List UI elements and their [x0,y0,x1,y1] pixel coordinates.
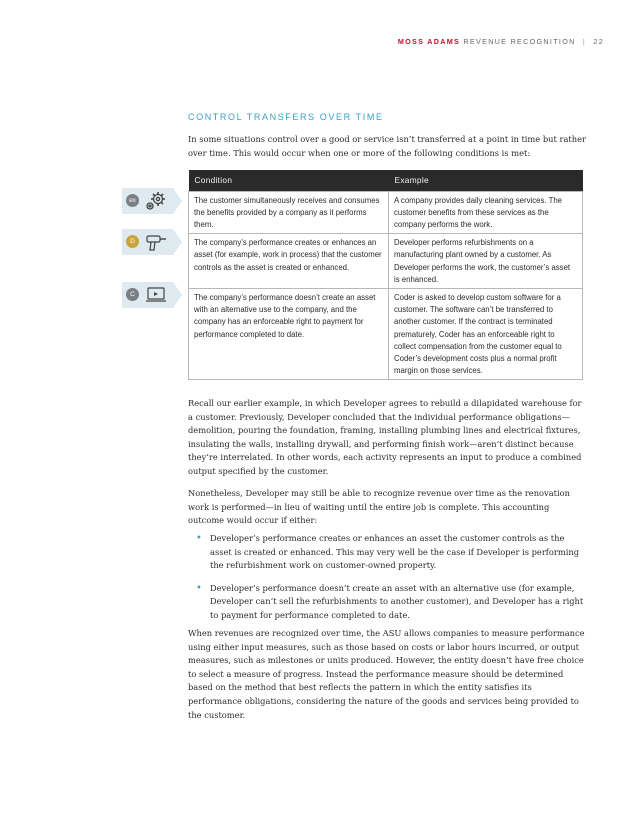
marker-d [122,229,182,255]
list-item [196,532,584,573]
bullet-text: Developer’s performance doesn’t create an asset with an alternative use (for example, Developer can’t sell the refurbishments to another customer), and Developer has a right to payment for performance completed to date. [210,582,584,620]
marker-c [122,282,182,308]
header-section: REVENUE RECOGNITION [463,37,576,46]
example-cell: Coder is asked to develop custom software for a customer. The software can’t be transferred to another customer. If the contract is terminated prematurely, Coder has an enforceable right to collect compensation from the customer equal to Coder’s development costs plus a normal profit margin on those services. [389,288,583,379]
marker-badge: C [126,288,139,301]
column-header-condition: Condition [189,170,389,191]
marker-badge: D [126,235,139,248]
recall-paragraph: Recall our earlier example, in which Developer agrees to rebuild a dilapidated warehouse for a customer. Previously, Developer concluded that the individual performance obligations—demolition, pouring the foundation, framing, installing plumbing lines and electrical fixtures, insulating the walls, installing drywall, and performing finish work—aren’t distinct because they’re interrelated. In other words, each activity represents an input to produce a combined output specified by the customer. [188,398,582,476]
header-separator: | [582,37,587,46]
brand-name: MOSS ADAMS [397,37,461,46]
table-row [189,234,583,289]
conditions-table [188,170,583,380]
table-row [189,191,583,234]
condition-cell: The company’s performance doesn’t create an asset with an alternative use to the company, and the company has an enforceable right to payment for performance completed to date. [189,288,389,379]
nonetheless-paragraph: Nonetheless, Developer may still be able to recognize revenue over time as the renovation work is performed—in lieu of waiting until the entire job is complete. This accounting outcome would occur if either: [188,488,570,526]
section-title: CONTROL TRANSFERS OVER TIME [188,112,384,122]
page-header [398,37,604,46]
table-row [189,288,583,379]
condition-cell: The company’s performance creates or enhances an asset (for example, work in process) that the customer controls as the asset is created or enhanced. [189,234,389,289]
marker-ex [122,188,182,214]
example-cell: Developer performs refurbishments on a manufacturing plant owned by a customer. As Developer performs the work, the customer’s asset is enhanced. [389,234,583,289]
list-item [196,582,584,623]
bullet-dot: • [196,533,202,544]
bullet-list [196,532,584,632]
condition-cell: The customer simultaneously receives and consumes the benefits provided by a company as it performs them. [189,191,389,234]
intro-paragraph: In some situations control over a good or service isn’t transferred at a point in time but rather over time. This would occur when one or more of the following conditions is met: [188,134,586,158]
bullet-dot: • [196,582,202,594]
column-header-example: Example [389,170,583,191]
laptop-icon [144,284,168,306]
bullet-text: Developer’s performance creates or enhances an asset the customer controls as the asset is created or enhanced. This may very well be the case if Developer is performing the refurbishment work on customer-owned property. [210,533,580,571]
drill-icon [144,231,168,253]
example-cell: A company provides daily cleaning services. The customer benefits from these services as the company performs the work. [389,191,583,234]
final-paragraph: When revenues are recognized over time, the ASU allows companies to measure performance using either input measures, such as those based on costs or labor hours incurred, or output measures, such as milestones or units produced. However, the entity doesn’t have free choice to select a measure of progress. Instead the performance measure should be determined based on the method that best reflects the pattern in which the entity satisfies its performance obligations, considering the nature of the goods and services being provided to the customer. [188,628,585,720]
marker-badge: ex [126,194,139,207]
table-header-row [189,170,583,191]
page-number: 22 [593,37,604,46]
gear-icon [144,190,168,212]
